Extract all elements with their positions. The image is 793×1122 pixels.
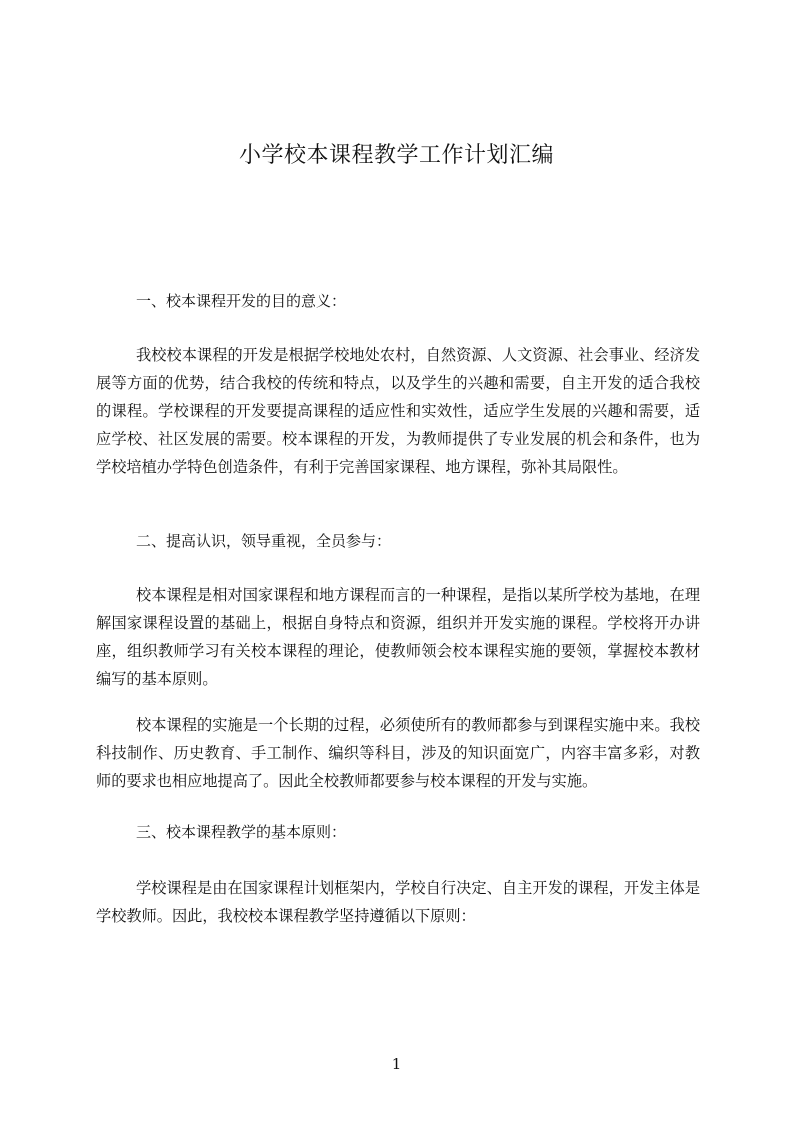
section-2-paragraph-1: 校本课程是相对国家课程和地方课程而言的一种课程，是指以某所学校为基地，在理解国家课程设置的基础上，根据自身特点和资源，组织并开发实施的课程。学校将开办讲座，组织教师学习有关校本课程的理论，使教师领会校本课程实施的要领，掌握校本教材编写的基本原则。	[96, 586, 700, 688]
section-1-paragraph-1: 我校校本课程的开发是根据学校地处农村，自然资源、人文资源、社会事业、经济发展等方面的优势，结合我校的传统和特点，以及学生的兴趣和需要，自主开发的适合我校的课程。学校课程的开发要提高课程的适应性和实效性，适应学生发展的兴趣和需要，适应学校、社区发展的需要。校本课程的开发，为教师提供了专业发展的机会和条件，也为学校培植办学特色创造条件，有利于完善国家课程、地方课程，弥补其局限性。	[96, 346, 700, 476]
section-3-paragraph-1: 学校课程是由在国家课程计划框架内，学校自行决定、自主开发的课程，开发主体是学校教师。因此，我校校本课程教学坚持遵循以下原则：	[96, 879, 700, 925]
section-heading-1: 一、校本课程开发的目的意义：	[136, 292, 347, 310]
section-2-paragraph-2: 校本课程的实施是一个长期的过程，必须使所有的教师都参与到课程实施中来。我校科技制作、历史教育、手工制作、编织等科目，涉及的知识面宽广，内容丰富多彩，对教师的要求也相应地提高了。因此全校教师都要参与校本课程的开发与实施。	[96, 716, 700, 790]
document-title: 小学校本课程教学工作计划汇编	[238, 143, 554, 168]
page-number: 1	[391, 1055, 402, 1073]
section-heading-3: 三、校本课程教学的基本原则：	[136, 823, 347, 841]
section-heading-2: 二、提高认识，领导重视，全员参与：	[136, 532, 392, 550]
